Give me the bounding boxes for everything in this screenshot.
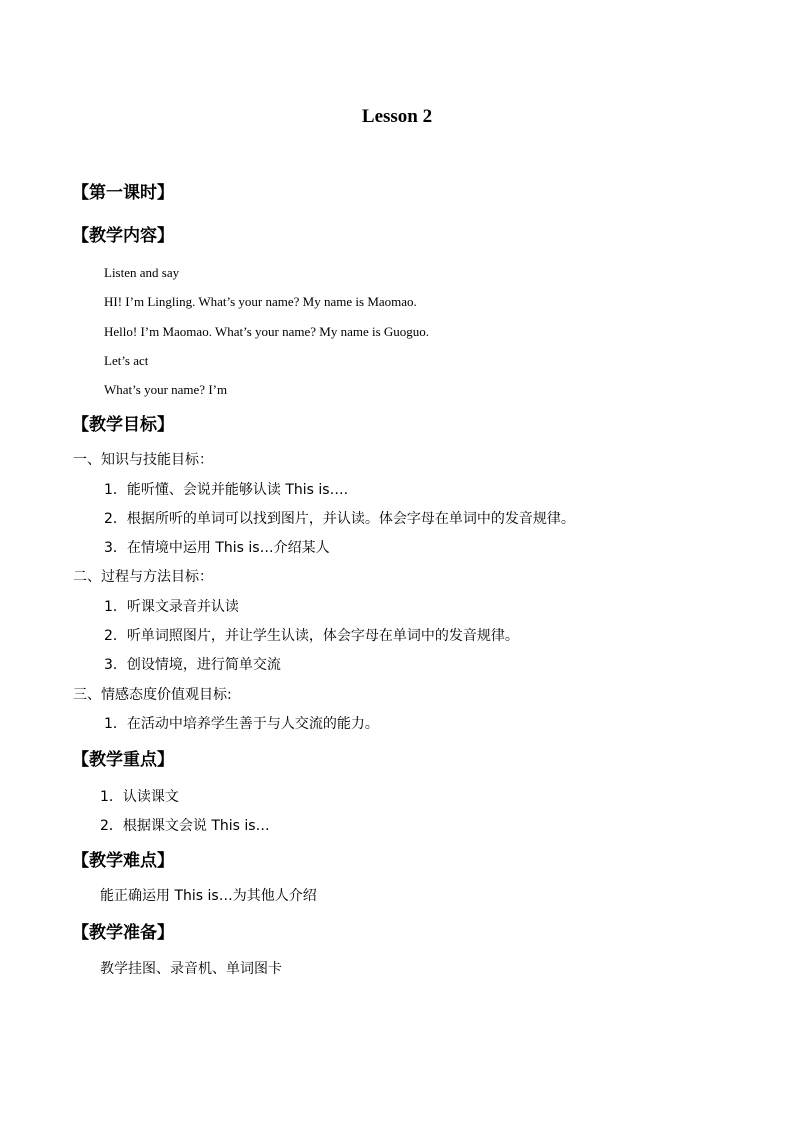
key-point-2: 2．根据课文会说 This is… [100, 818, 270, 834]
page-title: Lesson 2 [361, 106, 433, 127]
content-line-3: Hello! I’m Maomao. What’s your name? My name is Guoguo. [104, 324, 430, 339]
heading-teaching-content: 【教学内容】 [72, 226, 174, 246]
preparation-text: 教学挂图、录音机、单词图卡 [100, 961, 282, 977]
objective-group-3-item-1: 1．在活动中培养学生善于与人交流的能力。 [104, 716, 379, 732]
objective-group-1-item-2: 2．根据所听的单词可以找到图片，并认读。体会字母在单词中的发音规律。 [104, 511, 575, 527]
objective-group-3-label: 三、情感态度价值观目标: [73, 687, 232, 703]
heading-preparation: 【教学准备】 [72, 923, 174, 943]
objective-group-2-item-3: 3．创设情境，进行简单交流 [104, 657, 281, 673]
heading-difficulties: 【教学难点】 [72, 851, 174, 871]
heading-teaching-objectives: 【教学目标】 [72, 415, 174, 435]
objective-group-2-item-1: 1．听课文录音并认读 [104, 599, 239, 615]
content-line-1: Listen and say [104, 265, 180, 280]
heading-period: 【第一课时】 [72, 183, 174, 203]
objective-group-2-label: 二、过程与方法目标： [73, 569, 213, 585]
content-line-5: What’s your name? I’m [104, 382, 228, 397]
content-line-4: Let’s act [104, 353, 149, 368]
key-point-1: 1．认读课文 [100, 789, 179, 805]
objective-group-1-item-3: 3．在情境中运用 This is…介绍某人 [104, 540, 330, 556]
objective-group-1-item-1: 1．能听懂、会说并能够认读 This is…. [104, 482, 349, 498]
content-line-2: HI! I’m Lingling. What’s your name? My name is Maomao. [104, 294, 417, 309]
objective-group-1-label: 一、知识与技能目标： [73, 452, 213, 468]
difficulty-text: 能正确运用 This is…为其他人介绍 [100, 888, 317, 904]
objective-group-2-item-2: 2．听单词照图片，并让学生认读，体会字母在单词中的发音规律。 [104, 628, 519, 644]
heading-key-points: 【教学重点】 [72, 750, 174, 770]
